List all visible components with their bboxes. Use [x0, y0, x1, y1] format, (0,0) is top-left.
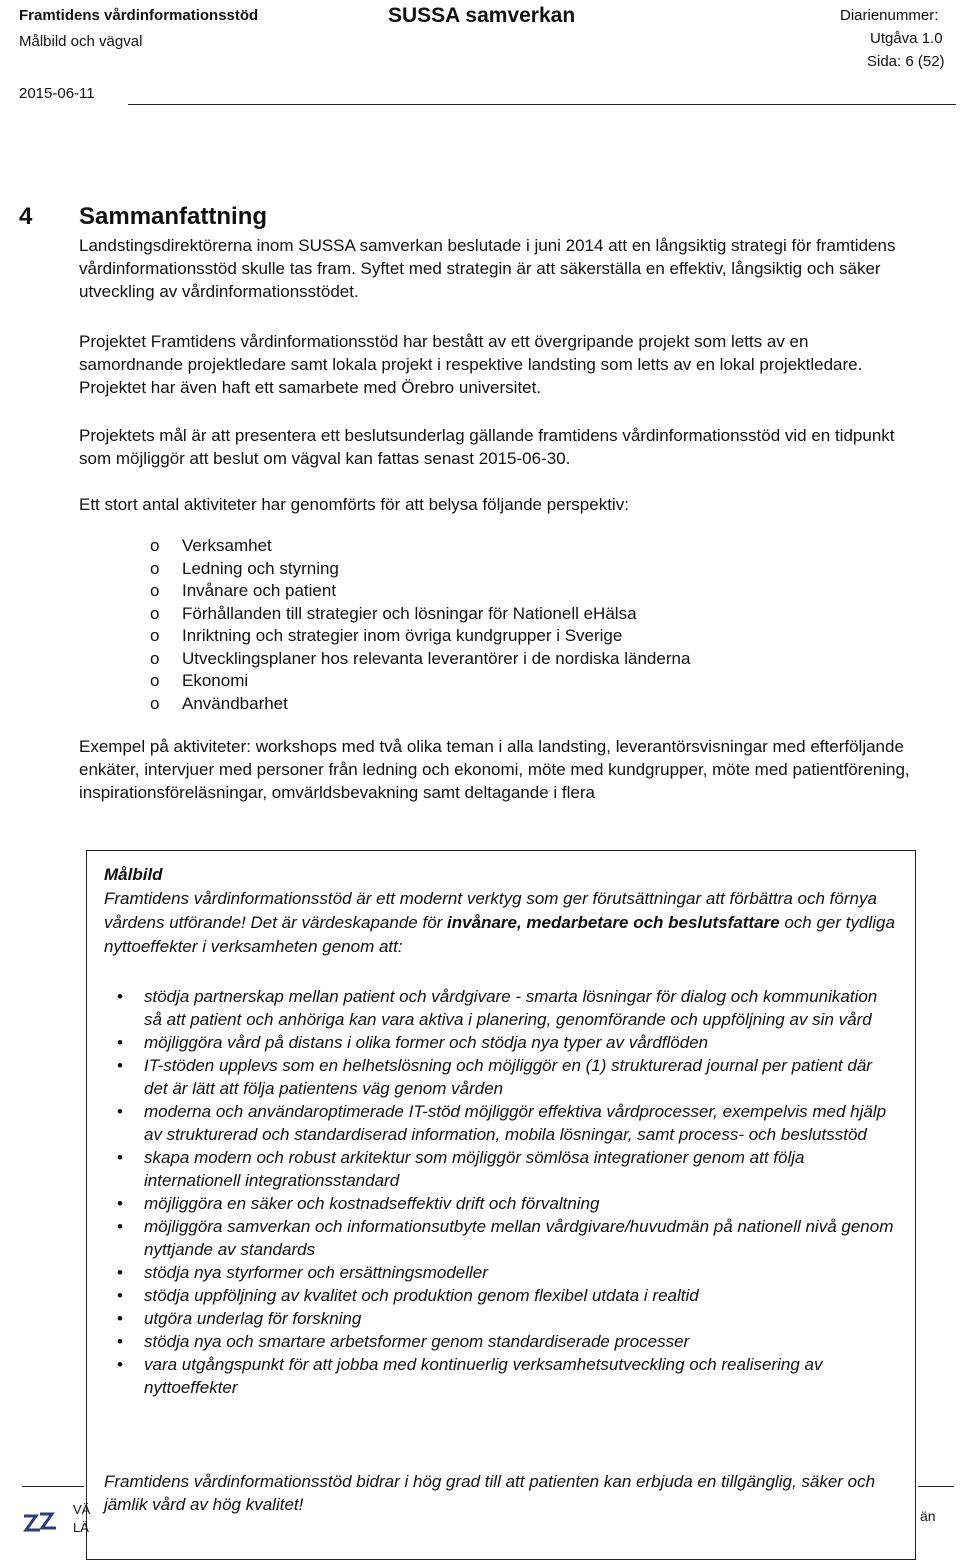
- list-item: • möjliggöra vård på distans i olika former och stödja nya typer av vårdflöden: [117, 1033, 709, 1052]
- list-item: • moderna och användaroptimerade IT-stöd möjliggör effektiva vårdprocesser, exempelvis med hjälp av strukturerad och standardiserad information, mobila lösningar, samt process- och beslutsstöd: [117, 1102, 887, 1144]
- list-item: • vara utgångspunkt för att jobba med kontinuerlig verksamhetsutveckling och realisering av nyttoeffekter: [117, 1355, 823, 1397]
- section-number: 4: [19, 203, 33, 230]
- list-item: o Ekonomi: [150, 671, 249, 690]
- paragraph-intro: Landstingsdirektörerna inom SUSSA samverkan beslutade i juni 2014 att en långsiktig strategi för framtidens vårdinformationsstöd skulle tas fram. Syftet med strategin är att säkerställa en effektiv, långsiktig och säker utveckling av vårdinformationsstödet.: [79, 236, 896, 301]
- list-item: o Invånare och patient: [150, 581, 337, 600]
- header-version: Utgåva 1.0: [870, 30, 943, 47]
- header-center-title: SUSSA samverkan: [388, 4, 576, 27]
- malbild-bullet-list: [117, 985, 897, 1399]
- paragraph-activities: Ett stort antal aktiviteter har genomförts för att belysa följande perspektiv:: [79, 495, 629, 514]
- list-item: • utgöra underlag för forskning: [117, 1309, 362, 1328]
- paragraph-goal: Projektets mål är att presentera ett beslutsunderlag gällande framtidens vårdinformationsstöd vid en tidpunkt som möjliggör att beslut om vägval kan fattas senast 2015-06-30.: [79, 426, 895, 468]
- header-page-number: Sida: 6 (52): [867, 53, 945, 70]
- list-item: o Inriktning och strategier inom övriga kundgrupper i Sverige: [150, 626, 623, 645]
- malbild-intro: [104, 863, 904, 959]
- malbild-footer: Framtidens vårdinformationsstöd bidrar i hög grad till att patienten kan erbjuda en tillgänglig, säker och jämlik vård av hög kvalitet!: [104, 1472, 876, 1514]
- footer-right: än: [920, 1508, 936, 1524]
- list-item: o Verksamhet: [150, 536, 272, 555]
- list-item: o Användbarhet: [150, 693, 288, 713]
- list-item: • stödja nya och smartare arbetsformer genom standardiserade processer: [117, 1332, 690, 1351]
- list-item: o Ledning och styrning: [150, 558, 339, 578]
- list-item: • skapa modern och robust arkitektur som möjliggör sömlösa integrationer genom att följa internationell integrationsstandard: [117, 1148, 805, 1190]
- footer-rule-left: [22, 1486, 84, 1487]
- list-item: • stödja nya styrformer och ersättningsmodeller: [117, 1263, 488, 1282]
- header-diarienummer: Diarienummer:: [840, 7, 939, 24]
- section-title: Sammanfattning: [79, 203, 268, 230]
- footer-left-bottom: LÄ: [73, 1520, 89, 1535]
- list-item: • möjliggöra samverkan och informationsutbyte mellan vårdgivare/huvudmän på nationell nivå genom nyttjande av standards: [117, 1217, 894, 1259]
- perspective-list: [150, 535, 690, 715]
- list-item: o Förhållanden till strategier och lösningar för Nationell eHälsa: [150, 603, 637, 623]
- list-item: • stödja partnerskap mellan patient och vårdgivare - smarta lösningar för dialog och kommunikation så att patient och anhöriga kan vara aktiva i planering, genomförande och uppföljning av sin vård: [117, 987, 878, 1029]
- list-item: • möjliggöra en säker och kostnadseffektiv drift och förvaltning: [117, 1194, 600, 1213]
- paragraph-project: Projektet Framtidens vårdinformationsstöd har bestått av ett övergripande projekt som letts av en samordnande projektledare samt lokala projekt i respektive landsting som letts av en lokal projektledare. Projektet har även haft ett samarbete med Örebro universitet.: [79, 332, 863, 397]
- paragraph-examples: Exempel på aktiviteter: workshops med två olika teman i alla landsting, leverantörsvisningar med efterföljande enkäter, intervjuer med personer från ledning och ekonomi, möte med kundgrupper, möte med patientförening, inspirationsföreläsningar, omvärldsbevakning samt deltagande i flera: [79, 737, 910, 802]
- header-left-subtitle: Målbild och vägval: [19, 33, 143, 50]
- logo-icon: [22, 1508, 66, 1539]
- footer-left-top: VÄ: [73, 1502, 91, 1517]
- malbild-text: Framtidens vårdinformationsstöd är ett modernt verktyg som ger förutsättningar att förbättra och förnya vårdens utförande! Det är värdeskapande för invånare, medarbetare och beslutsfattare och ger tydliga nyttoeffekter i verksamheten genom att:: [104, 889, 895, 956]
- header-rule: [128, 104, 956, 105]
- list-item: • IT-stöden upplevs som en helhetslösning och möjliggör en (1) strukturerad journal per patient där det är lätt att följa patientens väg genom vården: [117, 1056, 872, 1098]
- footer-rule-right: [918, 1486, 954, 1487]
- list-item: • stödja uppföljning av kvalitet och produktion genom flexibel utdata i realtid: [117, 1286, 699, 1305]
- malbild-title: Målbild: [104, 865, 163, 884]
- list-item: o Utvecklingsplaner hos relevanta leverantörer i de nordiska länderna: [150, 648, 691, 668]
- header-date: 2015-06-11: [19, 85, 95, 102]
- header-left-title: Framtidens vårdinformationsstöd: [19, 7, 259, 24]
